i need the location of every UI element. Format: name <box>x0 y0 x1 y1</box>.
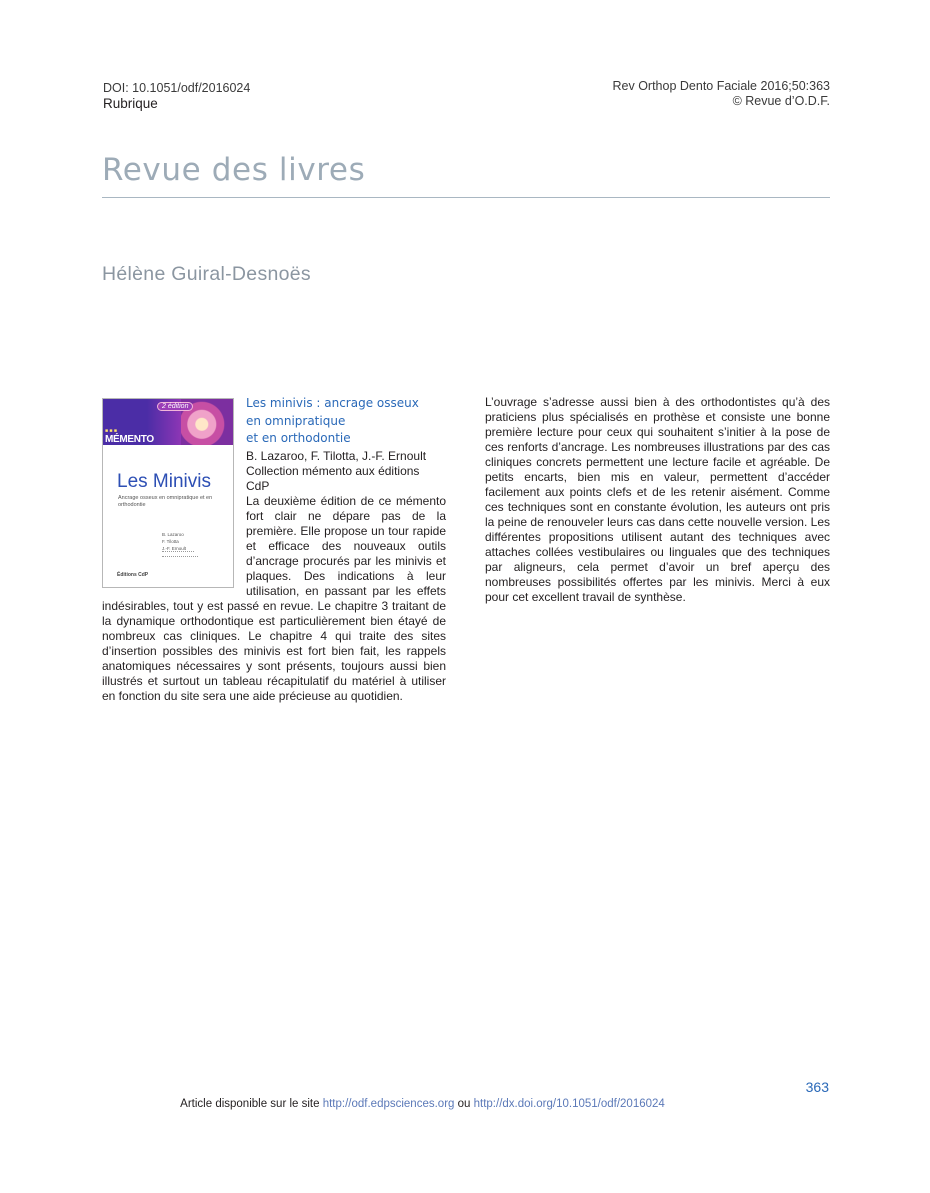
header-right <box>613 79 831 109</box>
cover-rule <box>162 556 198 557</box>
cover-subtitle: Ancrage osseux en omnipratique et en orthodontie <box>118 495 213 508</box>
right-column <box>485 395 830 605</box>
review-author: Hélène Guiral-Desnoës <box>102 263 311 285</box>
cover-authors <box>162 531 186 552</box>
cover-author: B. Lazaroo <box>162 532 184 537</box>
book-cover-image <box>102 398 234 588</box>
cover-author: J.-F. Ernoult <box>162 546 187 551</box>
page-number: 363 <box>805 1079 829 1095</box>
journal-citation: Rev Orthop Dento Faciale 2016;50:363 <box>612 79 830 93</box>
cover-rule <box>162 551 194 552</box>
book-collection: Collection mémento aux éditions CdP <box>246 463 420 493</box>
book-title-line: en omnipratique <box>246 413 346 428</box>
review-paragraph: L’ouvrage s’adresse aussi bien à des orthodontistes qu’à des praticiens plus spécialisés en prothèse et consiste une bonne première lecture pour ceux qui souhaitent s’initier à la pose de ces renforts d’ancrage. Les nombreuses illustrations par des cas cliniques concrets permettent une lecture facile et agréable. De petits encarts, bien mis en valeur, permettent d’accéder facilement aux points clefs et de les retenir aisément. Comme ces techniques sont en constante évolution, les auteurs ont pris la peine de renouveler leurs cas dans cette nouvelle version. Les différentes propositions utilisent autant des techniques avec attaches collées vestibulaires ou linguales que des techniques par aligneurs, cela permet d’avoir un bref aperçu des nombreuses possibilités offertes par les minivis. Merci à eux pour cet excellent travail de synthèse. <box>485 395 830 604</box>
rubrique-label: Rubrique <box>103 96 158 111</box>
footer-prefix: Article disponible sur le site <box>180 1098 320 1110</box>
cover-title: Les Minivis <box>117 471 211 492</box>
cover-edition-badge: 2 édition <box>157 402 193 411</box>
cover-series-mark: ■ ■ ■ <box>105 428 117 434</box>
doi: DOI: 10.1051/odf/2016024 <box>103 81 251 95</box>
left-column <box>102 395 446 704</box>
doi-link[interactable]: http://dx.doi.org/10.1051/odf/2016024 <box>473 1098 665 1110</box>
section-title: Revue des livres <box>102 152 366 188</box>
copyright: © Revue d’O.D.F. <box>732 94 830 108</box>
journal-site-link[interactable]: http://odf.edpsciences.org <box>322 1098 455 1110</box>
title-divider <box>102 197 830 198</box>
cover-series: MÉMENTO <box>105 434 154 445</box>
book-title-line: Les minivis : ancrage osseux <box>246 396 419 410</box>
footer-middle: ou <box>457 1098 471 1110</box>
review-paragraph: La deuxième édition de ce mémento fort clair ne dépare pas de la première. Elle propose un tour rapide et efficace des nouveaux outils d’ancrage procurés par les minivis et plaques. Des indications à leur utilisation, en passant par les effets indésirables, tout y est passé en revue. Le chapitre 3 traitant de la dynamique orthodontique est particulièrement bien étayé de nombreux cas cliniques. Le chapitre 4 qui traite des sites d’insertion possibles des minivis est fort bien fait, les rappels anatomiques nécessaires y sont présents, toujours aussi bien illustrés et surtout un tableau récapitulatif du matériel à utiliser en fonction du site sera une aide précieuse au quotidien. <box>102 493 446 703</box>
footer <box>0 1098 845 1110</box>
book-authors: B. Lazaroo, F. Tilotta, J.-F. Ernoult <box>246 448 427 463</box>
cover-author: F. Tilotta <box>162 539 179 544</box>
cover-publisher: Éditions CdP <box>117 572 149 578</box>
book-title-line: et en orthodontie <box>246 431 351 445</box>
header-left <box>103 81 250 111</box>
